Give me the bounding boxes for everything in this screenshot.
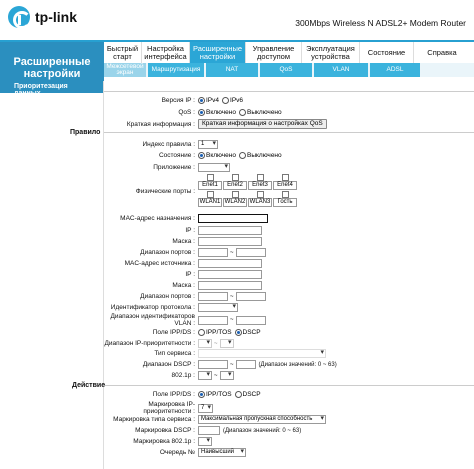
rule-index-select[interactable]: 1 ▾ (198, 140, 218, 149)
proto-select[interactable] (198, 303, 238, 312)
state-label: Состояние : (158, 152, 195, 159)
src-ip-input[interactable] (198, 270, 262, 279)
src-mac-row (104, 259, 474, 268)
enet1-label: Enet1 (198, 181, 222, 190)
dscp-range-row (104, 360, 474, 369)
ip-prio-start-select[interactable] (198, 339, 212, 348)
wlan1-checkbox[interactable] (207, 191, 214, 198)
qos-off-radio[interactable] (239, 109, 246, 116)
qos-summary-button[interactable]: Краткая информация о настройках QoS (198, 119, 327, 129)
service-type-row (104, 349, 474, 358)
dscp-mark-label: Маркировка DSCP : (135, 427, 195, 434)
header (0, 0, 474, 40)
summary-row (104, 119, 474, 129)
subnav-firewall[interactable]: Межсетевой экран (104, 63, 146, 77)
state-off-radio[interactable] (239, 152, 246, 159)
ip-prio-mark-row (104, 401, 474, 415)
state-on-radio[interactable] (198, 152, 205, 159)
vlan-end-input[interactable] (236, 316, 266, 325)
subnav-adsl[interactable]: ADSL (370, 63, 420, 77)
mask1-label: Маска : (172, 238, 195, 245)
subnav-vlan[interactable]: VLAN (314, 63, 368, 77)
tp-link-logo-icon (8, 6, 30, 28)
enet1-checkbox[interactable] (207, 174, 214, 181)
nav-help[interactable]: Справка (427, 47, 457, 57)
dscp-end-input[interactable] (236, 360, 256, 369)
action-ipp-tos-radio[interactable] (198, 391, 205, 398)
p8021-label: 802.1p : (171, 372, 195, 379)
ip-version-row (104, 97, 474, 104)
qos-on-radio[interactable] (198, 109, 205, 116)
guest-checkbox[interactable] (282, 191, 289, 198)
queue-select[interactable]: Наивысший ▾ (198, 448, 246, 457)
ip2-row (104, 270, 474, 279)
app-row (104, 163, 474, 172)
enet4-checkbox[interactable] (282, 174, 289, 181)
service-mark-row (104, 415, 474, 424)
wlan2-label: WLAN2 (224, 199, 246, 205)
brand-line2: настройки (23, 68, 81, 80)
summary-label: Краткая информация : (126, 120, 195, 128)
dscp-mark-row (104, 426, 474, 435)
ip-version-label: Версия IP : (161, 97, 195, 104)
qos-row (104, 109, 474, 116)
divider (104, 132, 474, 133)
logo-text: tp-link (35, 9, 77, 25)
ipv4-label: IPv4 (206, 97, 220, 104)
vlan-range-label: Диапазон идентификаторов VLAN : (110, 313, 195, 327)
p8021-end-select[interactable] (220, 371, 234, 380)
ip-prio-mark-label: Маркировка IP-приоритетности : (143, 401, 195, 415)
dscp-range-label: Диапазон DSCP : (142, 361, 195, 368)
action-ipp-ds-row (104, 391, 474, 398)
dst-port-start-input[interactable] (198, 248, 228, 257)
ipp-ds-row (104, 329, 474, 336)
ipp-tos-radio[interactable] (198, 329, 205, 336)
ports-label: Физические порты : (135, 188, 195, 195)
range-tilde: ~ (230, 317, 234, 323)
action-ipp-ds-label: Поле IPP/DS : (152, 391, 195, 398)
qos-on-label: Включено (206, 109, 236, 116)
ip1-row (104, 226, 474, 235)
ipp-tos-label: IPP/TOS (206, 329, 232, 336)
rule-section-title: Правило (70, 129, 101, 136)
vlan-start-input[interactable] (198, 316, 228, 325)
subnav-nat[interactable]: NAT (206, 63, 258, 77)
dst-mac-row (104, 214, 474, 223)
p8021-start-select[interactable] (198, 371, 212, 380)
vlan-range-row (104, 313, 474, 327)
sub-nav (104, 63, 474, 77)
wlan3-checkbox[interactable] (257, 191, 264, 198)
main-content (70, 81, 474, 469)
state-off-label: Выключено (246, 152, 282, 159)
divider (104, 91, 474, 92)
service-mark-label: Маркировка типа сервиса : (113, 416, 195, 423)
action-dscp-radio[interactable] (235, 391, 242, 398)
dst-mac-input[interactable] (198, 214, 268, 223)
service-mark-select[interactable]: Максимальная пропускная способность ▾ (198, 415, 326, 424)
proto-row (104, 303, 474, 312)
qos-label: QoS : (178, 109, 195, 116)
ipp-ds-label: Поле IPP/DS : (152, 329, 195, 336)
p8021-row (104, 371, 474, 380)
enet2-checkbox[interactable] (232, 174, 239, 181)
queue-row (104, 448, 474, 457)
dscp-range-hint: (Диапазон значений: 0 ~ 63) (258, 361, 337, 368)
range-tilde: ~ (214, 372, 218, 379)
dst-mask-input[interactable] (198, 237, 262, 246)
wlan3-label: WLAN3 (249, 199, 271, 205)
src-port-end-input[interactable] (236, 292, 266, 301)
action-section-title: Действие (72, 382, 106, 389)
guest-label: Гость (273, 198, 297, 207)
nav-quick-start[interactable]: Быстрый старт (104, 42, 142, 63)
dst-port-end-input[interactable] (236, 248, 266, 257)
range-tilde: ~ (230, 361, 234, 368)
port-range2-label: Диапазон портов : (140, 293, 195, 300)
mark-8021-row (104, 437, 474, 446)
sidebar (0, 81, 104, 469)
state-on-label: Включено (206, 152, 236, 159)
ip-prio-row (104, 339, 474, 348)
product-name: 300Mbps Wireless N ADSL2+ Modem Router (295, 18, 466, 28)
dscp-radio[interactable] (235, 329, 242, 336)
port-range1-label: Диапазон портов : (140, 249, 195, 256)
src-mac-input[interactable] (198, 259, 262, 268)
dscp-start-input[interactable] (198, 360, 228, 369)
wlan2-checkbox[interactable] (232, 191, 239, 198)
src-mask-input[interactable] (198, 281, 262, 290)
state-row (104, 152, 474, 159)
port-range2-row (104, 292, 474, 301)
mask2-label: Маска : (172, 282, 195, 289)
enet2-label: Enet2 (223, 181, 247, 190)
nav-status[interactable]: Состояние (360, 42, 414, 63)
range-tilde: ~ (230, 293, 234, 300)
dscp-label: DSCP (242, 329, 261, 336)
service-type-label: Тип сервиса : (154, 350, 195, 357)
nav-advanced-setup[interactable]: Расширенные настройки (190, 42, 246, 63)
brand-line1: Расширенные (13, 56, 91, 68)
dst-ip-input[interactable] (198, 226, 262, 235)
app-label: Приложение : (153, 164, 195, 171)
ports-row (104, 174, 474, 207)
subnav-routing[interactable]: Маршрутизация (148, 63, 204, 77)
nav-access-management[interactable]: Управление доступом (246, 42, 302, 63)
dscp-mark-hint: (Диапазон значений: 0 ~ 63) (223, 427, 302, 434)
logo (8, 6, 77, 28)
ip-prio-label: Диапазон IP-приоритетности : (104, 340, 195, 347)
ip-prio-mark-select[interactable]: 7 ▾ (198, 404, 213, 413)
service-type-select[interactable] (198, 349, 326, 358)
src-port-start-input[interactable] (198, 292, 228, 301)
enet3-label: Enet3 (248, 181, 272, 190)
ip2-label: IP : (185, 271, 195, 278)
rule-index-row (104, 140, 474, 149)
ip-prio-end-select[interactable] (220, 339, 234, 348)
sidebar-item-data-prioritization[interactable]: Приоритезация данных (0, 81, 103, 93)
divider (104, 385, 474, 386)
app-select[interactable] (198, 163, 230, 172)
wlan1-label: WLAN1 (199, 199, 221, 205)
nav-maintenance[interactable]: Эксплуатация устройства (302, 42, 360, 63)
range-tilde: ~ (214, 340, 218, 347)
ip1-label: IP : (185, 227, 195, 234)
mark-8021-label: Маркировка 802.1p : (133, 438, 195, 445)
ipv4-radio[interactable] (198, 97, 205, 104)
subnav-qos[interactable]: QoS (260, 63, 312, 77)
range-tilde: ~ (230, 249, 234, 256)
action-dscp-label: DSCP (242, 391, 261, 398)
ipv6-radio[interactable] (222, 97, 229, 104)
action-ipp-tos-label: IPP/TOS (206, 391, 232, 398)
qos-off-label: Выключено (246, 109, 282, 116)
dst-mac-label: MAC-адрес назначения : (120, 215, 195, 222)
ipv6-label: IPv6 (230, 97, 244, 104)
rule-index-label: Индекс правила : (142, 141, 195, 148)
enet4-label: Enet4 (273, 181, 297, 190)
mark-8021-select[interactable] (198, 437, 212, 446)
proto-label: Идентификатор протокола : (110, 304, 195, 311)
mask1-row (104, 237, 474, 246)
mask2-row (104, 281, 474, 290)
dscp-mark-input[interactable] (198, 426, 220, 435)
nav-interface-setup[interactable]: Настройка интерфейса (142, 42, 190, 63)
port-range1-row (104, 248, 474, 257)
queue-label: Очередь № (159, 449, 195, 456)
enet3-checkbox[interactable] (257, 174, 264, 181)
src-mac-label: MAC-адрес источника : (124, 260, 195, 267)
